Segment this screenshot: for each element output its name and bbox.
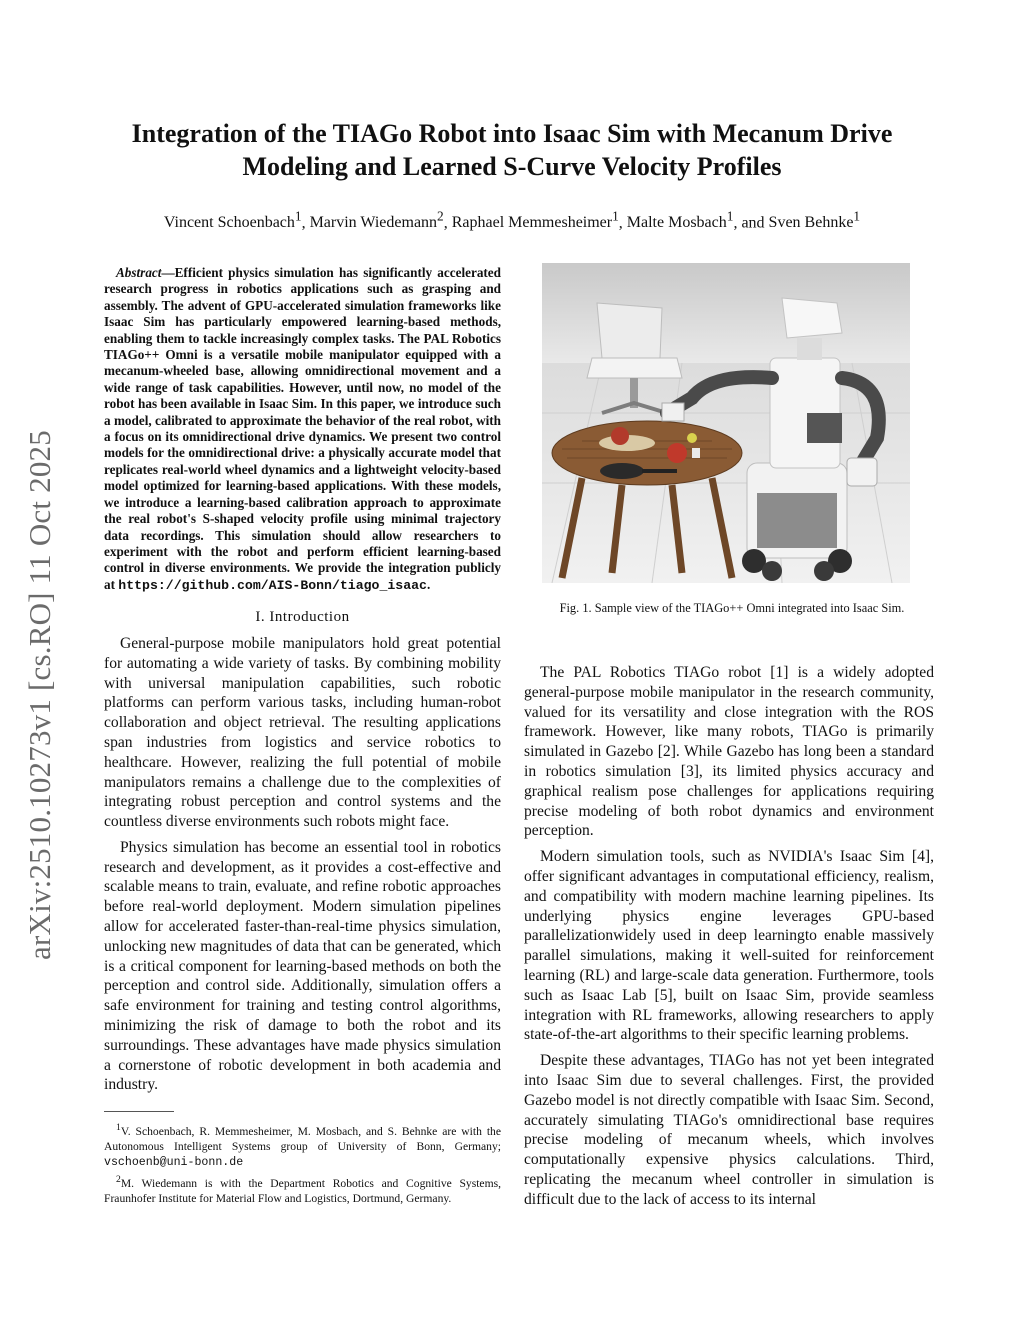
figure-1-image — [542, 263, 910, 583]
arxiv-identifier-text: arXiv:2510.10273v1 [cs.RO] 11 Oct 2025 — [22, 430, 57, 960]
intro-paragraph-1: General-purpose mobile manipulators hold great potential for automating a wide variety of tasks. By combining mobility with universal manipulation capabilities, such robotic platforms can perform various tasks, including human-robot collaboration and object retrieval. The resulting applications span industries from logistics and service robotics to healthcare. However, realizing the full potential of mobile manipulators remains a challenge due to the complexities of integrating robust perception and control systems and the countless diverse environments such robots might face. — [104, 634, 501, 831]
right-paragraph-1: The PAL Robotics TIAGo robot [1] is a widely adopted general-purpose mobile manipulator in the research community, valued for its versatility and close integration with the ROS framework. However, like many robots, TIAGo is primarily simulated in Gazebo [2]. While Gazebo has long been a standard in robotics simulation [3], its limited physics accuracy and graphical realism pose challenges for applications requiring precise modeling of both robot dynamics and environment perception. — [524, 664, 934, 840]
author: Malte Mosbach$^1$ — [626, 209, 734, 232]
footnote-1: $^1$V. Schoenbach, R. Memmesheimer, M. Mosbach, and S. Behnke are with the Autonomous Intelligent Systems group of University of Bonn, Germany; vschoenb@uni-bonn.de — [104, 1122, 501, 1170]
intro-paragraph-2: Physics simulation has become an essential tool in robotics research and development, as it provides a cost-effective and scalable means to train, evaluate, and refine robotic approaches before real-world deployment. Modern simulation pipelines allow for accelerated faster-than-real-time physics simulation, unlocking new magnitudes of data that can be generated, which is a critical component for learning-based methods on both the perception and control side. Additionally, simulation offers a safe environment for training and testing control algorithms, minimizing the risk of damage to both the robot and its surroundings. These advantages have made physics simulation a cornerstone of robotic development in both academia and industry. — [104, 838, 501, 1094]
abstract-label: Abstract — [116, 265, 162, 280]
arxiv-identifier — [8, 370, 68, 960]
author: Sven Behnke$^1$ — [768, 209, 861, 232]
right-column — [524, 663, 934, 1216]
title-line-1: Integration of the TIAGo Robot into Isaac Sim with Mecanum Drive — [131, 119, 893, 148]
figure-caption: Fig. 1. Sample view of the TIAGo++ Omni integrated into Isaac Sim. — [559, 601, 905, 615]
right-paragraph-2: Modern simulation tools, such as NVIDIA's Isaac Sim [4], offer significant advantages in computational efficiency, realism, and compatibility with modern machine learning pipelines. Its underlying physics engine leverages GPU-based parallelizationwidely used in deep learningto enable massively parallel simulations, making it well-suited for reinforcement learning (RL) and large-scale data generation. Furthermore, tools such as Isaac Lab [5], built on Isaac Sim, provide seamless integration with RL frameworks, allowing researchers to apply state-of-the-art algorithms to their specific learning problems. — [524, 848, 934, 1044]
section-heading-introduction: I. Introduction — [255, 609, 350, 626]
left-column — [104, 265, 501, 1208]
abstract-url-link[interactable]: https://github.com/AIS-Bonn/tiago_isaac — [118, 577, 427, 593]
author-list: Vincent Schoenbach$^1$, Marvin Wiedemann$^2$, Raphael Memmesheimer$^1$, Malte Mosbach$^1$, and Sven Behnke$^1$ — [163, 209, 861, 232]
footnote-2: $^2$M. Wiedemann is with the Department Robotics and Cognitive Systems, Fraunhofer Institute for Material Flow and Logistics, Dortmund, Germany. — [104, 1174, 501, 1205]
abstract-text: —Efficient physics simulation has significantly accelerated research progress in robotics applications such as grasping and assembly. The advent of GPU-accelerated simulation frameworks like Isaac Sim has particularly empowered learning-based methods, enabling them to tackle increasingly complex tasks. The PAL Robotics TIAGo++ Omni is a versatile mobile manipulator equipped with a mecanum-wheeled base, allowing omnidirectional movement and a wide range of task capabilities. However, until now, no model of the robot has been available in Isaac Sim. In this paper, we introduce such a model, calibrated to approximate the behavior of the real robot, with a focus on its omnidirectional drive dynamics. We present two control models for the omnidirectional drive: a physically accurate model that replicates real-world wheel dynamics and a lightweight velocity-based model optimized for learning-based applications. With these models, we introduce a learning-based calibration approach to approximate the real robot's S-shaped velocity profile using minimal trajectory data recordings. This simulation should allow researchers to experiment with the robot and perform efficient learning-based control in diverse environments. We provide the integration publicly at — [104, 265, 501, 592]
footnote-email-link[interactable]: vschoenb@uni-bonn.de — [104, 1156, 244, 1170]
paper-title — [80, 117, 944, 183]
author: Vincent Schoenbach$^1$ — [163, 209, 302, 232]
author: Raphael Memmesheimer$^1$ — [451, 209, 619, 232]
author: Marvin Wiedemann$^2$ — [309, 209, 444, 232]
footnote-divider — [104, 1111, 174, 1112]
title-line-2: Modeling and Learned S-Curve Velocity Profiles — [242, 152, 782, 181]
right-paragraph-3: Despite these advantages, TIAGo has not yet been integrated into Isaac Sim due to several challenges. First, the provided Gazebo model is not directly compatible with Isaac Sim. Second, accurately simulating TIAGo's omnidirectional base requires precise modeling of mecanum wheels, which involves computationally expensive physics calculations. Third, replicating the mecanum wheel controller in simulation is difficult due to the lack of access to its internal — [524, 1052, 934, 1208]
abstract: Abstract—Efficient physics simulation has significantly accelerated research progress in robotics applications such as grasping and assembly. The advent of GPU-accelerated simulation frameworks like Isaac Sim has particularly empowered learning-based methods, enabling them to tackle increasingly complex tasks. The PAL Robotics TIAGo++ Omni is a versatile mobile manipulator equipped with a mecanum-wheeled base, allowing omnidirectional movement and a wide range of task capabilities. However, until now, no model of the robot has been available in Isaac Sim. In this paper, we introduce such a model, calibrated to approximate the behavior of the real robot, with a focus on its omnidirectional drive dynamics. We present two control models for the omnidirectional drive: a physically accurate model that replicates real-world wheel dynamics and a lightweight velocity-based model optimized for learning-based applications. With these models, we introduce a learning-based calibration approach to approximate the real robot's S-shaped velocity profile using minimal trajectory data recordings. This simulation should allow researchers to experiment with the robot and perform efficient learning-based control in diverse environments. We provide the integration publicly at https://github.com/AIS-Bonn/tiago_isaac. — [104, 265, 501, 593]
